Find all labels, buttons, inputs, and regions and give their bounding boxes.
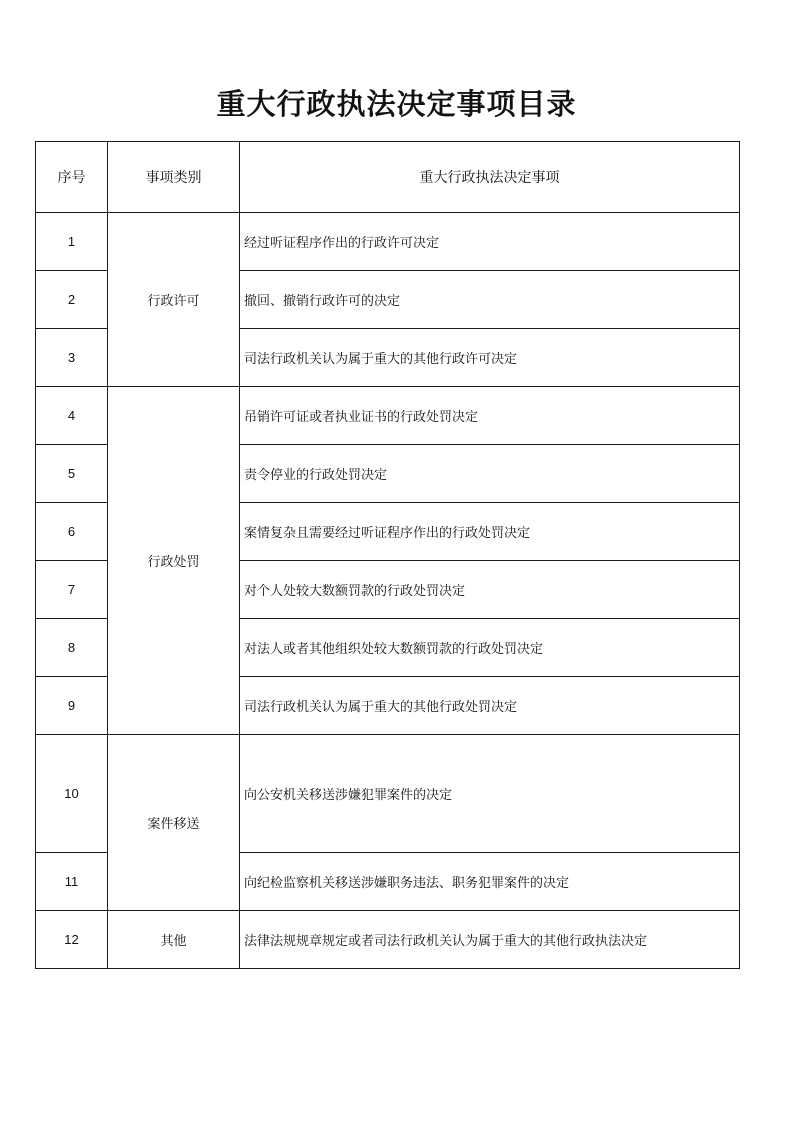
table-row bbox=[36, 735, 740, 853]
table-row bbox=[36, 387, 740, 445]
row-item: 司法行政机关认为属于重大的其他行政许可决定 bbox=[240, 329, 740, 387]
row-item: 吊销许可证或者执业证书的行政处罚决定 bbox=[240, 387, 740, 445]
row-item: 司法行政机关认为属于重大的其他行政处罚决定 bbox=[240, 677, 740, 735]
catalog-table bbox=[35, 141, 740, 969]
row-seq: 3 bbox=[36, 329, 108, 387]
row-seq: 1 bbox=[36, 213, 108, 271]
row-item: 撤回、撤销行政许可的决定 bbox=[240, 271, 740, 329]
row-seq: 9 bbox=[36, 677, 108, 735]
row-seq: 7 bbox=[36, 561, 108, 619]
header-category: 事项类别 bbox=[108, 142, 240, 213]
row-item: 责令停业的行政处罚决定 bbox=[240, 445, 740, 503]
row-seq: 11 bbox=[36, 853, 108, 911]
row-seq: 8 bbox=[36, 619, 108, 677]
page-title: 重大行政执法决定事项目录 bbox=[216, 87, 577, 121]
table-row bbox=[36, 911, 740, 969]
row-item: 对个人处较大数额罚款的行政处罚决定 bbox=[240, 561, 740, 619]
table-row bbox=[36, 213, 740, 271]
table-header-row bbox=[36, 142, 740, 213]
row-seq: 5 bbox=[36, 445, 108, 503]
header-item: 重大行政执法决定事项 bbox=[240, 142, 740, 213]
category-cell: 行政处罚 bbox=[108, 387, 240, 735]
row-item: 向纪检监察机关移送涉嫌职务违法、职务犯罪案件的决定 bbox=[240, 853, 740, 911]
row-item: 经过听证程序作出的行政许可决定 bbox=[240, 213, 740, 271]
category-cell: 行政许可 bbox=[108, 213, 240, 387]
row-seq: 4 bbox=[36, 387, 108, 445]
row-seq: 2 bbox=[36, 271, 108, 329]
row-item: 向公安机关移送涉嫌犯罪案件的决定 bbox=[240, 735, 740, 853]
row-seq: 10 bbox=[36, 735, 108, 853]
row-item: 案情复杂且需要经过听证程序作出的行政处罚决定 bbox=[240, 503, 740, 561]
header-seq: 序号 bbox=[36, 142, 108, 213]
row-item: 对法人或者其他组织处较大数额罚款的行政处罚决定 bbox=[240, 619, 740, 677]
category-cell: 其他 bbox=[108, 911, 240, 969]
row-seq: 12 bbox=[36, 911, 108, 969]
row-item: 法律法规规章规定或者司法行政机关认为属于重大的其他行政执法决定 bbox=[240, 911, 740, 969]
row-seq: 6 bbox=[36, 503, 108, 561]
category-cell: 案件移送 bbox=[108, 735, 240, 911]
